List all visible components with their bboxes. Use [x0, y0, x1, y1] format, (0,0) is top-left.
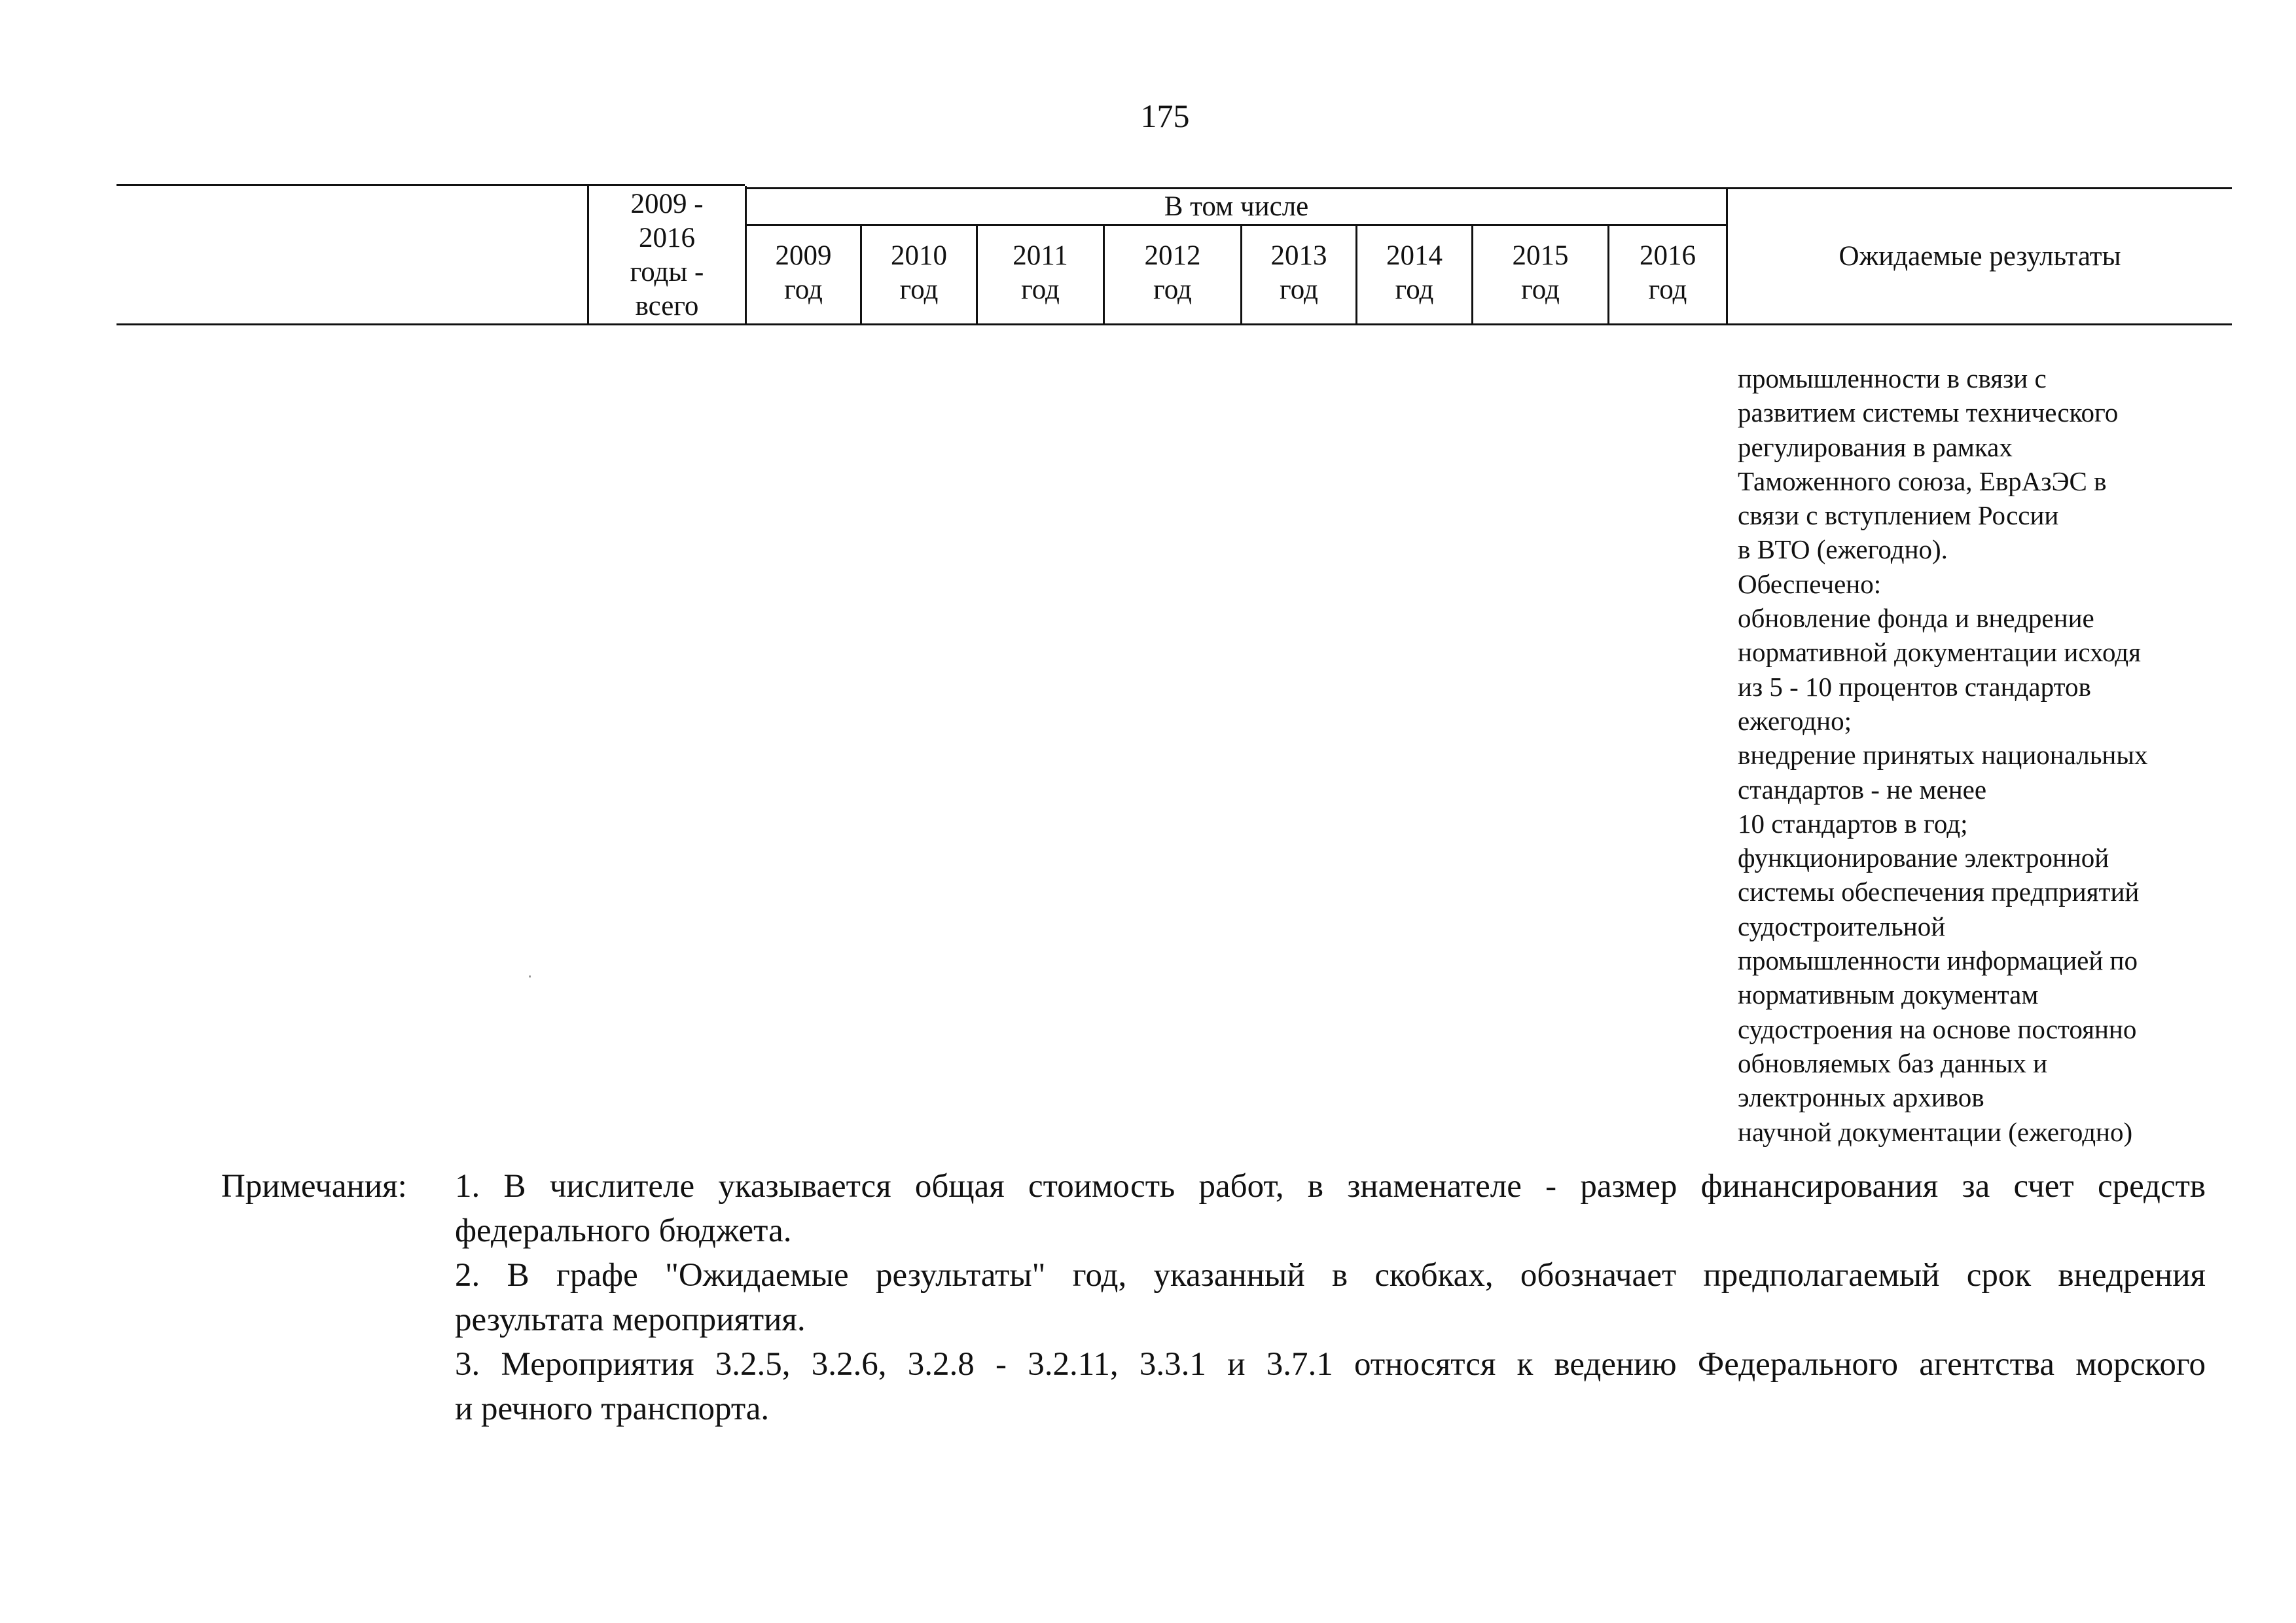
note-line: 1. В числителе указывается общая стоимость работ, в знаменателе - размер финансирования за счет средств — [455, 1168, 2206, 1205]
year-header-2011: 2011 год — [1013, 240, 1068, 305]
total-column-header: 2009 - 2016 годы - всего — [630, 189, 704, 321]
results-line: в ВТО (ежегодно). — [1738, 534, 1948, 565]
group-divider — [745, 224, 1728, 226]
table-top-border — [117, 184, 745, 186]
year-header-2015: 2015 год — [1512, 240, 1569, 305]
results-line: судостроительной — [1738, 911, 1946, 941]
results-line: системы обеспечения предприятий — [1738, 877, 2140, 907]
results-line: связи с вступлением России — [1738, 500, 2059, 531]
expected-results-text — [1738, 361, 2287, 1149]
results-line: регулирования в рамках — [1738, 431, 2013, 462]
results-line: обновление фонда и внедрение — [1738, 603, 2094, 634]
results-column-header: Ожидаемые результаты — [1839, 241, 2121, 272]
results-line: промышленности информацией по — [1738, 945, 2138, 976]
results-line: ежегодно; — [1738, 705, 1852, 736]
year-header-2012: 2012 год — [1144, 240, 1201, 305]
year-header-2013: 2013 год — [1270, 240, 1327, 305]
results-line: развитием системы технического — [1738, 397, 2119, 428]
results-line: судостроения на основе постоянно — [1738, 1013, 2137, 1044]
results-line: стандартов - не менее — [1738, 774, 1987, 805]
results-line: внедрение принятых национальных — [1738, 740, 2148, 771]
results-line: 10 стандартов в год; — [1738, 808, 1968, 839]
results-line: научной документации (ежегодно) — [1738, 1116, 2133, 1147]
scan-speck — [529, 976, 531, 977]
note-line: 2. В графе "Ожидаемые результаты" год, указанный в скобках, обозначает предполагаемый срок внедрения — [455, 1257, 2206, 1294]
year-header-2014: 2014 год — [1386, 240, 1443, 305]
notes-block — [455, 1164, 2206, 1431]
year-header-2016: 2016 год — [1640, 240, 1696, 305]
results-line: нормативной документации исходя — [1738, 637, 2141, 668]
results-line: Таможенного союза, ЕврАзЭС в — [1738, 465, 2107, 496]
note-line: федерального бюджета. — [455, 1213, 792, 1249]
results-line: из 5 - 10 процентов стандартов — [1738, 671, 2091, 702]
page-number: 175 — [1140, 98, 1190, 134]
note-line: 3. Мероприятия 3.2.5, 3.2.6, 3.2.8 - 3.2.11, 3.3.1 и 3.7.1 относятся к ведению Федерального агентства морского — [455, 1346, 2206, 1383]
table-bottom-border — [117, 323, 2232, 325]
year-header-2009: 2009 год — [775, 240, 832, 305]
group-header-label: В том числе — [1164, 191, 1309, 222]
note-line: и речного транспорта. — [455, 1391, 770, 1427]
note-line: результата мероприятия. — [455, 1302, 806, 1338]
table-top-border-right — [745, 187, 2232, 189]
results-line: функционирование электронной — [1738, 843, 2109, 873]
results-line: электронных архивов — [1738, 1082, 1984, 1113]
results-line: промышленности в связи с — [1738, 363, 2047, 393]
notes-label: Примечания: — [221, 1168, 407, 1205]
results-line: обновляемых баз данных и — [1738, 1048, 2048, 1078]
results-line: Обеспечено: — [1738, 568, 1882, 599]
results-line: нормативным документам — [1738, 979, 2039, 1010]
year-header-2010: 2010 год — [891, 240, 947, 305]
